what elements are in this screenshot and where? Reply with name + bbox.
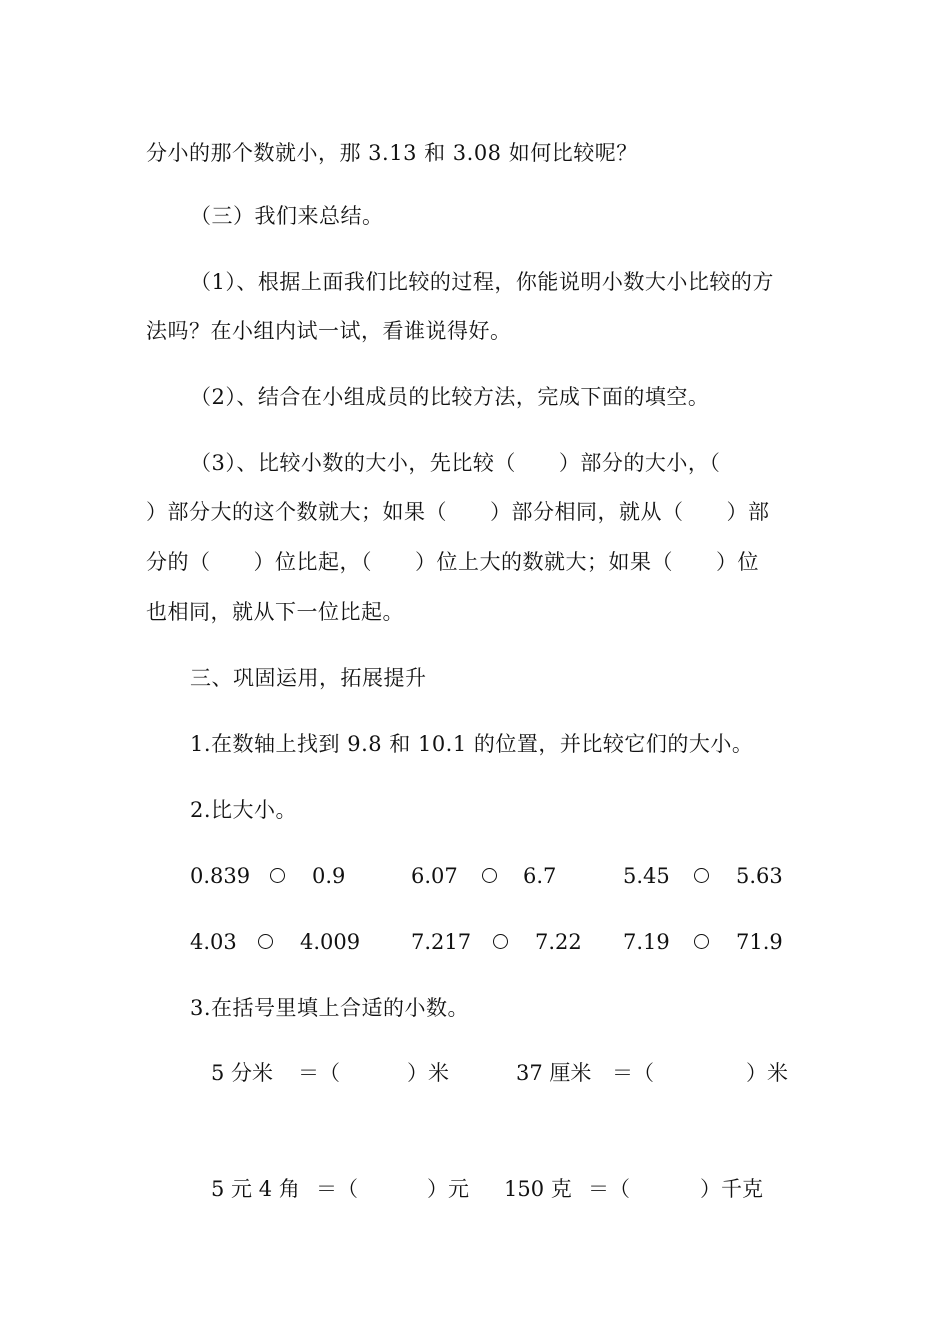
- fill-equals-open: ＝（: [588, 1177, 630, 1201]
- compare-blank-circle[interactable]: [482, 868, 497, 883]
- paragraph-line: 法吗？在小组内试一试，看谁说得好。: [146, 319, 512, 343]
- compare-right-value: 5.63: [736, 864, 783, 888]
- section-heading: （三）我们来总结。: [190, 204, 384, 228]
- fill-left-quantity: 5 元 4 角: [211, 1177, 300, 1201]
- fill-equals-open: ＝（: [612, 1061, 654, 1085]
- exercise-item: 1.在数轴上找到 9.8 和 10.1 的位置，并比较它们的大小。: [190, 732, 754, 756]
- fill-equals-open: ＝（: [298, 1061, 340, 1085]
- exercise-item: 3.在括号里填上合适的小数。: [190, 996, 470, 1020]
- compare-blank-circle[interactable]: [258, 934, 273, 949]
- compare-right-value: 6.7: [523, 864, 557, 888]
- fill-close-unit: ）千克: [700, 1177, 763, 1201]
- compare-left-value: 7.217: [411, 930, 472, 954]
- compare-blank-circle[interactable]: [694, 868, 709, 883]
- compare-left-value: 4.03: [190, 930, 237, 954]
- fill-close-unit: ）米: [407, 1061, 449, 1085]
- paragraph-line: （3）、比较小数的大小，先比较（ ）部分的大小，（: [190, 451, 721, 475]
- compare-left-value: 6.07: [411, 864, 458, 888]
- fill-left-quantity: 5 分米: [211, 1061, 274, 1085]
- exercise-item: 2.比大小。: [190, 798, 298, 822]
- fill-close-unit: ）元: [427, 1177, 469, 1201]
- paragraph-line: 也相同，就从下一位比起。: [146, 600, 404, 624]
- compare-right-value: 71.9: [736, 930, 783, 954]
- paragraph-line: 分小的那个数就小，那 3.13 和 3.08 如何比较呢？: [146, 141, 638, 165]
- compare-blank-circle[interactable]: [493, 934, 508, 949]
- paragraph-line: （1）、根据上面我们比较的过程，你能说明小数大小比较的方: [190, 270, 774, 294]
- compare-right-value: 0.9: [312, 864, 346, 888]
- fill-close-unit: ）米: [746, 1061, 788, 1085]
- compare-blank-circle[interactable]: [694, 934, 709, 949]
- paragraph-line: （2）、结合在小组成员的比较方法，完成下面的填空。: [190, 385, 710, 409]
- fill-equals-open: ＝（: [316, 1177, 358, 1201]
- compare-right-value: 4.009: [300, 930, 361, 954]
- fill-left-quantity: 37 厘米: [516, 1061, 592, 1085]
- paragraph-line: ）部分大的这个数就大；如果（ ）部分相同，就从（ ）部: [146, 500, 770, 524]
- fill-left-quantity: 150 克: [504, 1177, 572, 1201]
- compare-left-value: 7.19: [623, 930, 670, 954]
- compare-right-value: 7.22: [535, 930, 582, 954]
- compare-blank-circle[interactable]: [270, 868, 285, 883]
- paragraph-line: 分的（ ）位比起，（ ）位上大的数就大；如果（ ）位: [146, 550, 759, 574]
- compare-left-value: 5.45: [623, 864, 670, 888]
- section-heading: 三、巩固运用，拓展提升: [190, 666, 427, 690]
- compare-left-value: 0.839: [190, 864, 251, 888]
